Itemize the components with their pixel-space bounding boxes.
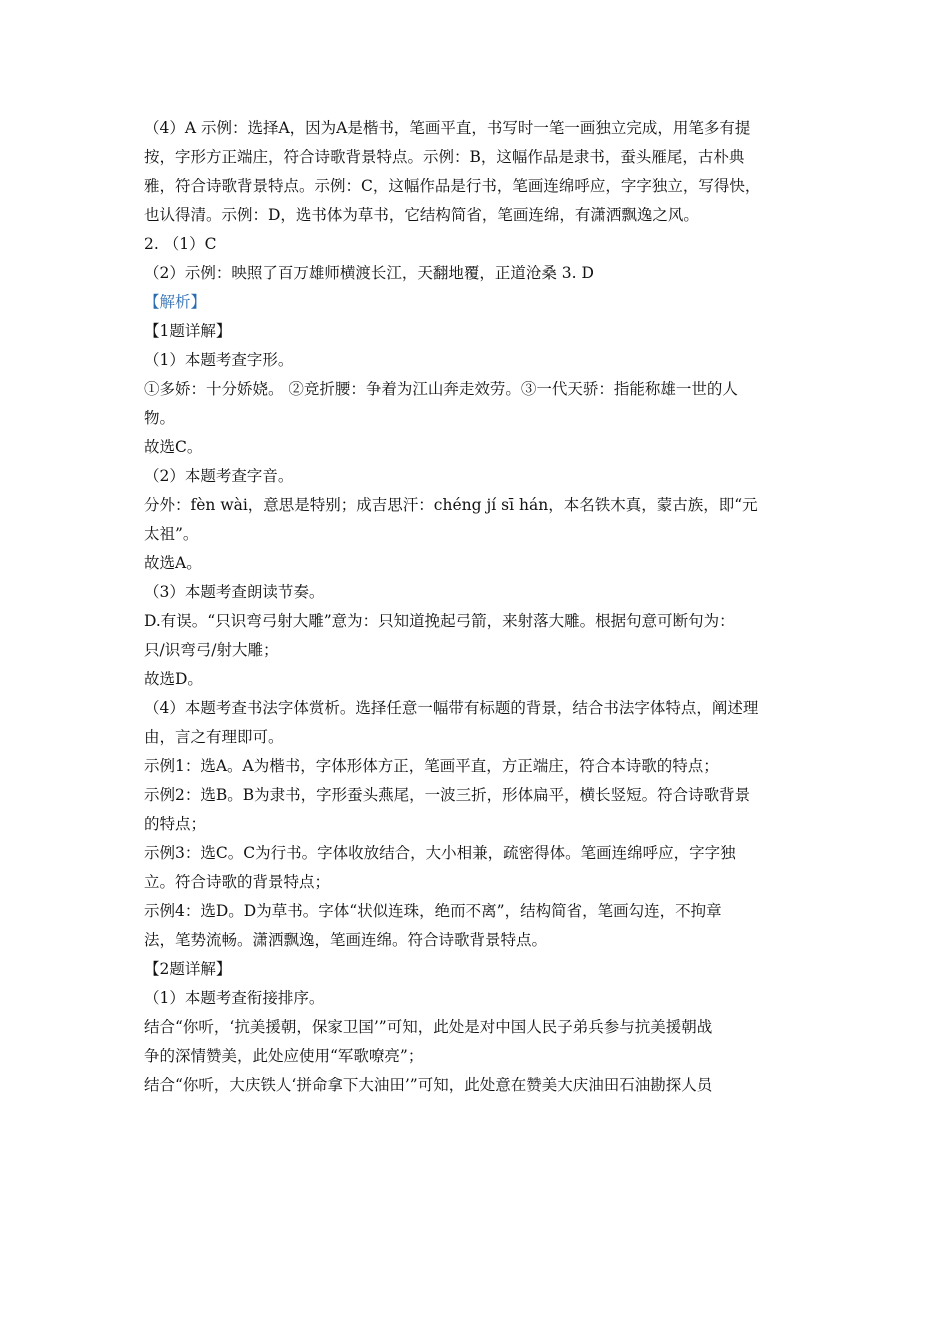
text-line: （3）本题考查朗读节奏。 [144, 583, 325, 601]
text-line: （4）本题考查书法字体赏析。选择任意一幅带有标题的背景，结合书法字体特点，阐述理 [144, 699, 759, 717]
text-line: 2. （1）C [144, 235, 217, 253]
text-line: （2）示例：映照了百万雄师横渡长江，天翻地覆，正道沧桑 3. D [144, 264, 594, 282]
text-line: 由，言之有理即可。 [144, 728, 284, 746]
text-line: （4）A 示例：选择A，因为A是楷书，笔画平直，书写时一笔一画独立完成，用笔多有提 [144, 119, 751, 137]
text-line: 示例4：选D。D为草书。字体“状似连珠，绝而不离”，结构简省，笔画勾连，不拘章 [144, 902, 722, 920]
q1-detail-heading: 【1题详解】 [144, 322, 232, 340]
text-line: （1）本题考查衔接排序。 [144, 989, 325, 1007]
text-line: 示例3：选C。C为行书。字体收放结合，大小相兼，疏密得体。笔画连绵呼应，字字独 [144, 844, 736, 862]
analysis-heading: 【解析】 [144, 293, 207, 311]
text-line: （1）本题考查字形。 [144, 351, 294, 369]
text-line: 故选C。 [144, 438, 203, 456]
text-line: 也认得清。示例：D，选书体为草书，它结构简省，笔画连绵，有潇洒飘逸之风。 [144, 206, 699, 224]
document-body [144, 114, 812, 1100]
text-line: 故选A。 [144, 554, 202, 572]
text-line: 按，字形方正端庄，符合诗歌背景特点。示例：B，这幅作品是隶书，蚕头雁尾，古朴典 [144, 148, 745, 166]
text-line: 结合“你听，大庆铁人‘拼命拿下大油田’”可知，此处意在赞美大庆油田石油勘探人员 [144, 1076, 713, 1094]
text-line: ①多娇：十分娇娆。 ②竞折腰：争着为江山奔走效劳。③一代天骄：指能称雄一世的人 [144, 380, 738, 398]
text-line: 只/识弯弓/射大雕； [144, 641, 279, 659]
text-line: 分外：fèn wài，意思是特别；成吉思汗：chéng jí sī hán，本名铁木真，蒙古族，即“元 [144, 496, 758, 514]
text-line: 故选D。 [144, 670, 203, 688]
text-line: 示例2：选B。B为隶书，字形蚕头燕尾，一波三折，形体扁平，横长竖短。符合诗歌背景 [144, 786, 751, 804]
text-line: 争的深情赞美，此处应使用“军歌嘹亮”； [144, 1047, 424, 1065]
text-line: 法，笔势流畅。潇洒飘逸，笔画连绵。符合诗歌背景特点。 [144, 931, 548, 949]
text-line: 结合“你听，‘抗美援朝，保家卫国’”可知，此处是对中国人民子弟兵参与抗美援朝战 [144, 1018, 713, 1036]
text-line: （2）本题考查字音。 [144, 467, 294, 485]
text-line: 太祖”。 [144, 525, 199, 543]
text-line: 示例1：选A。A为楷书，字体形体方正，笔画平直，方正端庄，符合本诗歌的特点； [144, 757, 719, 775]
text-line: 立。符合诗歌的背景特点； [144, 873, 331, 891]
text-line: 物。 [144, 409, 176, 427]
text-line: 的特点； [144, 815, 207, 833]
text-line: D.有误。“只识弯弓射大雕”意为：只知道挽起弓箭，来射落大雕。根据句意可断句为： [144, 612, 735, 630]
q2-detail-heading: 【2题详解】 [144, 960, 232, 978]
text-line: 雅，符合诗歌背景特点。示例：C，这幅作品是行书，笔画连绵呼应，字字独立，写得快， [144, 177, 761, 195]
